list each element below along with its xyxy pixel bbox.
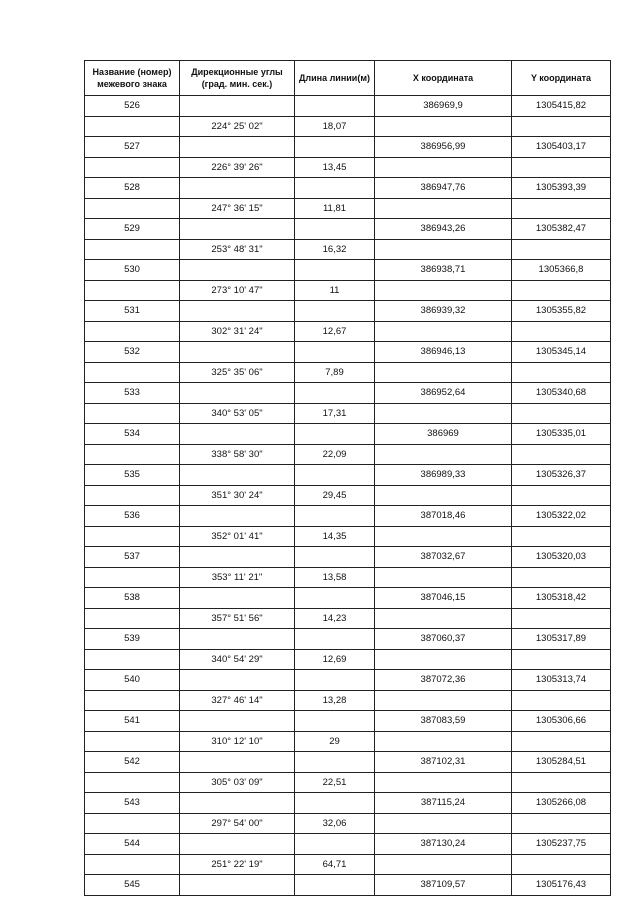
y-coordinate-cell: 1305355,82 bbox=[512, 301, 611, 322]
empty-cell bbox=[512, 731, 611, 752]
x-coordinate-cell: 386946,13 bbox=[375, 342, 512, 363]
empty-cell bbox=[295, 260, 375, 281]
empty-cell bbox=[180, 670, 295, 691]
empty-cell bbox=[295, 137, 375, 158]
segment-row bbox=[85, 731, 611, 752]
empty-cell bbox=[295, 178, 375, 199]
y-coordinate-cell: 1305317,89 bbox=[512, 629, 611, 650]
x-coordinate-cell: 386956,99 bbox=[375, 137, 512, 158]
direction-angle-cell: 310° 12' 10" bbox=[180, 731, 295, 752]
x-coordinate-cell: 386989,33 bbox=[375, 465, 512, 486]
empty-cell bbox=[85, 649, 180, 670]
table-body bbox=[85, 96, 611, 896]
point-row bbox=[85, 834, 611, 855]
empty-cell bbox=[512, 239, 611, 260]
direction-angle-cell: 352° 01' 41" bbox=[180, 526, 295, 547]
point-name-cell: 529 bbox=[85, 219, 180, 240]
line-length-cell: 22,51 bbox=[295, 772, 375, 793]
y-coordinate-cell: 1305306,66 bbox=[512, 711, 611, 732]
y-coordinate-cell: 1305313,74 bbox=[512, 670, 611, 691]
point-name-cell: 539 bbox=[85, 629, 180, 650]
empty-cell bbox=[295, 875, 375, 896]
line-length-cell: 29,45 bbox=[295, 485, 375, 506]
line-length-cell: 12,67 bbox=[295, 321, 375, 342]
line-length-cell: 16,32 bbox=[295, 239, 375, 260]
empty-cell bbox=[512, 690, 611, 711]
segment-row bbox=[85, 485, 611, 506]
y-coordinate-cell: 1305322,02 bbox=[512, 506, 611, 527]
line-length-cell: 7,89 bbox=[295, 362, 375, 383]
empty-cell bbox=[85, 485, 180, 506]
empty-cell bbox=[85, 526, 180, 547]
segment-row bbox=[85, 690, 611, 711]
y-coordinate-cell: 1305366,8 bbox=[512, 260, 611, 281]
empty-cell bbox=[512, 198, 611, 219]
point-name-cell: 544 bbox=[85, 834, 180, 855]
x-coordinate-cell: 387130,24 bbox=[375, 834, 512, 855]
empty-cell bbox=[375, 649, 512, 670]
x-coordinate-cell: 387046,15 bbox=[375, 588, 512, 609]
empty-cell bbox=[295, 793, 375, 814]
line-length-cell: 12,69 bbox=[295, 649, 375, 670]
point-name-cell: 535 bbox=[85, 465, 180, 486]
empty-cell bbox=[180, 137, 295, 158]
empty-cell bbox=[295, 629, 375, 650]
empty-cell bbox=[295, 506, 375, 527]
segment-row bbox=[85, 444, 611, 465]
empty-cell bbox=[85, 444, 180, 465]
line-length-cell: 13,28 bbox=[295, 690, 375, 711]
empty-cell bbox=[512, 444, 611, 465]
header-y-coordinate: Y координата bbox=[512, 61, 611, 96]
empty-cell bbox=[295, 219, 375, 240]
segment-row bbox=[85, 198, 611, 219]
empty-cell bbox=[295, 711, 375, 732]
y-coordinate-cell: 1305176,43 bbox=[512, 875, 611, 896]
empty-cell bbox=[295, 301, 375, 322]
empty-cell bbox=[180, 301, 295, 322]
x-coordinate-cell: 387083,59 bbox=[375, 711, 512, 732]
empty-cell bbox=[375, 567, 512, 588]
empty-cell bbox=[512, 772, 611, 793]
y-coordinate-cell: 1305415,82 bbox=[512, 96, 611, 117]
point-row bbox=[85, 588, 611, 609]
empty-cell bbox=[375, 116, 512, 137]
direction-angle-cell: 297° 54' 00" bbox=[180, 813, 295, 834]
point-name-cell: 542 bbox=[85, 752, 180, 773]
line-length-cell: 14,35 bbox=[295, 526, 375, 547]
empty-cell bbox=[295, 588, 375, 609]
x-coordinate-cell: 386947,76 bbox=[375, 178, 512, 199]
empty-cell bbox=[375, 485, 512, 506]
point-row bbox=[85, 260, 611, 281]
empty-cell bbox=[512, 116, 611, 137]
point-row bbox=[85, 670, 611, 691]
empty-cell bbox=[512, 403, 611, 424]
empty-cell bbox=[180, 875, 295, 896]
direction-angle-cell: 353° 11' 21" bbox=[180, 567, 295, 588]
point-row bbox=[85, 178, 611, 199]
empty-cell bbox=[512, 854, 611, 875]
empty-cell bbox=[375, 280, 512, 301]
empty-cell bbox=[295, 465, 375, 486]
point-row bbox=[85, 711, 611, 732]
empty-cell bbox=[180, 424, 295, 445]
empty-cell bbox=[375, 731, 512, 752]
empty-cell bbox=[295, 547, 375, 568]
y-coordinate-cell: 1305345,14 bbox=[512, 342, 611, 363]
empty-cell bbox=[85, 567, 180, 588]
direction-angle-cell: 340° 53' 05" bbox=[180, 403, 295, 424]
empty-cell bbox=[375, 608, 512, 629]
point-name-cell: 527 bbox=[85, 137, 180, 158]
segment-row bbox=[85, 567, 611, 588]
direction-angle-cell: 247° 36' 15" bbox=[180, 198, 295, 219]
empty-cell bbox=[295, 424, 375, 445]
point-row bbox=[85, 629, 611, 650]
y-coordinate-cell: 1305318,42 bbox=[512, 588, 611, 609]
x-coordinate-cell: 386952,64 bbox=[375, 383, 512, 404]
empty-cell bbox=[180, 465, 295, 486]
line-length-cell: 64,71 bbox=[295, 854, 375, 875]
empty-cell bbox=[180, 219, 295, 240]
empty-cell bbox=[512, 567, 611, 588]
direction-angle-cell: 253° 48' 31" bbox=[180, 239, 295, 260]
point-row bbox=[85, 793, 611, 814]
point-name-cell: 532 bbox=[85, 342, 180, 363]
empty-cell bbox=[512, 321, 611, 342]
point-name-cell: 538 bbox=[85, 588, 180, 609]
empty-cell bbox=[512, 485, 611, 506]
empty-cell bbox=[85, 116, 180, 137]
point-name-cell: 530 bbox=[85, 260, 180, 281]
direction-angle-cell: 251° 22' 19" bbox=[180, 854, 295, 875]
empty-cell bbox=[180, 629, 295, 650]
empty-cell bbox=[180, 178, 295, 199]
point-name-cell: 531 bbox=[85, 301, 180, 322]
segment-row bbox=[85, 321, 611, 342]
empty-cell bbox=[85, 198, 180, 219]
line-length-cell: 11 bbox=[295, 280, 375, 301]
header-x-coordinate: X координата bbox=[375, 61, 512, 96]
empty-cell bbox=[180, 506, 295, 527]
empty-cell bbox=[375, 854, 512, 875]
line-length-cell: 11,81 bbox=[295, 198, 375, 219]
segment-row bbox=[85, 239, 611, 260]
y-coordinate-cell: 1305335,01 bbox=[512, 424, 611, 445]
point-name-cell: 537 bbox=[85, 547, 180, 568]
empty-cell bbox=[85, 321, 180, 342]
segment-row bbox=[85, 116, 611, 137]
point-row bbox=[85, 219, 611, 240]
empty-cell bbox=[295, 96, 375, 117]
boundary-points-table bbox=[84, 60, 611, 896]
x-coordinate-cell: 387060,37 bbox=[375, 629, 512, 650]
direction-angle-cell: 226° 39' 26" bbox=[180, 157, 295, 178]
point-name-cell: 541 bbox=[85, 711, 180, 732]
y-coordinate-cell: 1305403,17 bbox=[512, 137, 611, 158]
line-length-cell: 17,31 bbox=[295, 403, 375, 424]
empty-cell bbox=[295, 752, 375, 773]
y-coordinate-cell: 1305237,75 bbox=[512, 834, 611, 855]
point-name-cell: 540 bbox=[85, 670, 180, 691]
line-length-cell: 32,06 bbox=[295, 813, 375, 834]
empty-cell bbox=[180, 547, 295, 568]
segment-row bbox=[85, 649, 611, 670]
empty-cell bbox=[375, 813, 512, 834]
empty-cell bbox=[512, 649, 611, 670]
empty-cell bbox=[375, 157, 512, 178]
segment-row bbox=[85, 526, 611, 547]
y-coordinate-cell: 1305266,08 bbox=[512, 793, 611, 814]
y-coordinate-cell: 1305382,47 bbox=[512, 219, 611, 240]
empty-cell bbox=[85, 403, 180, 424]
empty-cell bbox=[375, 239, 512, 260]
line-length-cell: 22,09 bbox=[295, 444, 375, 465]
empty-cell bbox=[375, 403, 512, 424]
line-length-cell: 13,58 bbox=[295, 567, 375, 588]
direction-angle-cell: 224° 25' 02" bbox=[180, 116, 295, 137]
empty-cell bbox=[375, 444, 512, 465]
x-coordinate-cell: 387102,31 bbox=[375, 752, 512, 773]
point-row bbox=[85, 137, 611, 158]
point-row bbox=[85, 424, 611, 445]
point-name-cell: 536 bbox=[85, 506, 180, 527]
empty-cell bbox=[375, 526, 512, 547]
empty-cell bbox=[85, 239, 180, 260]
empty-cell bbox=[180, 260, 295, 281]
point-row bbox=[85, 465, 611, 486]
y-coordinate-cell: 1305340,68 bbox=[512, 383, 611, 404]
empty-cell bbox=[85, 690, 180, 711]
empty-cell bbox=[180, 711, 295, 732]
x-coordinate-cell: 387109,57 bbox=[375, 875, 512, 896]
y-coordinate-cell: 1305320,03 bbox=[512, 547, 611, 568]
x-coordinate-cell: 387018,46 bbox=[375, 506, 512, 527]
direction-angle-cell: 340° 54' 29" bbox=[180, 649, 295, 670]
point-row bbox=[85, 506, 611, 527]
empty-cell bbox=[295, 342, 375, 363]
table-header-row bbox=[85, 61, 611, 96]
x-coordinate-cell: 387032,67 bbox=[375, 547, 512, 568]
x-coordinate-cell: 386943,26 bbox=[375, 219, 512, 240]
direction-angle-cell: 351° 30' 24" bbox=[180, 485, 295, 506]
empty-cell bbox=[85, 362, 180, 383]
line-length-cell: 13,45 bbox=[295, 157, 375, 178]
empty-cell bbox=[85, 731, 180, 752]
empty-cell bbox=[180, 96, 295, 117]
x-coordinate-cell: 387115,24 bbox=[375, 793, 512, 814]
empty-cell bbox=[295, 670, 375, 691]
line-length-cell: 29 bbox=[295, 731, 375, 752]
point-row bbox=[85, 301, 611, 322]
point-name-cell: 543 bbox=[85, 793, 180, 814]
empty-cell bbox=[85, 608, 180, 629]
empty-cell bbox=[512, 608, 611, 629]
point-row bbox=[85, 383, 611, 404]
segment-row bbox=[85, 608, 611, 629]
empty-cell bbox=[512, 813, 611, 834]
x-coordinate-cell: 386969 bbox=[375, 424, 512, 445]
segment-row bbox=[85, 813, 611, 834]
empty-cell bbox=[180, 342, 295, 363]
empty-cell bbox=[375, 690, 512, 711]
empty-cell bbox=[512, 157, 611, 178]
empty-cell bbox=[180, 834, 295, 855]
point-name-cell: 528 bbox=[85, 178, 180, 199]
header-line-length: Длина линии(м) bbox=[295, 61, 375, 96]
empty-cell bbox=[375, 198, 512, 219]
segment-row bbox=[85, 362, 611, 383]
empty-cell bbox=[375, 362, 512, 383]
empty-cell bbox=[180, 383, 295, 404]
point-row bbox=[85, 752, 611, 773]
segment-row bbox=[85, 772, 611, 793]
header-point-name: Название (номер) межевого знака bbox=[85, 61, 180, 96]
direction-angle-cell: 327° 46' 14" bbox=[180, 690, 295, 711]
point-row bbox=[85, 547, 611, 568]
direction-angle-cell: 325° 35' 06" bbox=[180, 362, 295, 383]
line-length-cell: 18,07 bbox=[295, 116, 375, 137]
x-coordinate-cell: 386969,9 bbox=[375, 96, 512, 117]
empty-cell bbox=[295, 383, 375, 404]
x-coordinate-cell: 386938,71 bbox=[375, 260, 512, 281]
point-name-cell: 545 bbox=[85, 875, 180, 896]
y-coordinate-cell: 1305393,39 bbox=[512, 178, 611, 199]
empty-cell bbox=[180, 752, 295, 773]
empty-cell bbox=[85, 854, 180, 875]
direction-angle-cell: 273° 10' 47" bbox=[180, 280, 295, 301]
empty-cell bbox=[512, 362, 611, 383]
point-row bbox=[85, 342, 611, 363]
point-name-cell: 526 bbox=[85, 96, 180, 117]
direction-angle-cell: 305° 03' 09" bbox=[180, 772, 295, 793]
empty-cell bbox=[85, 813, 180, 834]
empty-cell bbox=[85, 157, 180, 178]
empty-cell bbox=[295, 834, 375, 855]
x-coordinate-cell: 387072,36 bbox=[375, 670, 512, 691]
point-name-cell: 533 bbox=[85, 383, 180, 404]
y-coordinate-cell: 1305284,51 bbox=[512, 752, 611, 773]
segment-row bbox=[85, 854, 611, 875]
empty-cell bbox=[180, 588, 295, 609]
segment-row bbox=[85, 280, 611, 301]
direction-angle-cell: 357° 51' 56" bbox=[180, 608, 295, 629]
point-name-cell: 534 bbox=[85, 424, 180, 445]
direction-angle-cell: 338° 58' 30" bbox=[180, 444, 295, 465]
direction-angle-cell: 302° 31' 24" bbox=[180, 321, 295, 342]
segment-row bbox=[85, 157, 611, 178]
segment-row bbox=[85, 403, 611, 424]
header-direction-angle: Дирекционные углы (град. мин. сек.) bbox=[180, 61, 295, 96]
empty-cell bbox=[512, 280, 611, 301]
line-length-cell: 14,23 bbox=[295, 608, 375, 629]
y-coordinate-cell: 1305326,37 bbox=[512, 465, 611, 486]
x-coordinate-cell: 386939,32 bbox=[375, 301, 512, 322]
empty-cell bbox=[512, 526, 611, 547]
point-row bbox=[85, 875, 611, 896]
empty-cell bbox=[180, 793, 295, 814]
point-row bbox=[85, 96, 611, 117]
empty-cell bbox=[85, 280, 180, 301]
empty-cell bbox=[375, 772, 512, 793]
empty-cell bbox=[85, 772, 180, 793]
empty-cell bbox=[375, 321, 512, 342]
